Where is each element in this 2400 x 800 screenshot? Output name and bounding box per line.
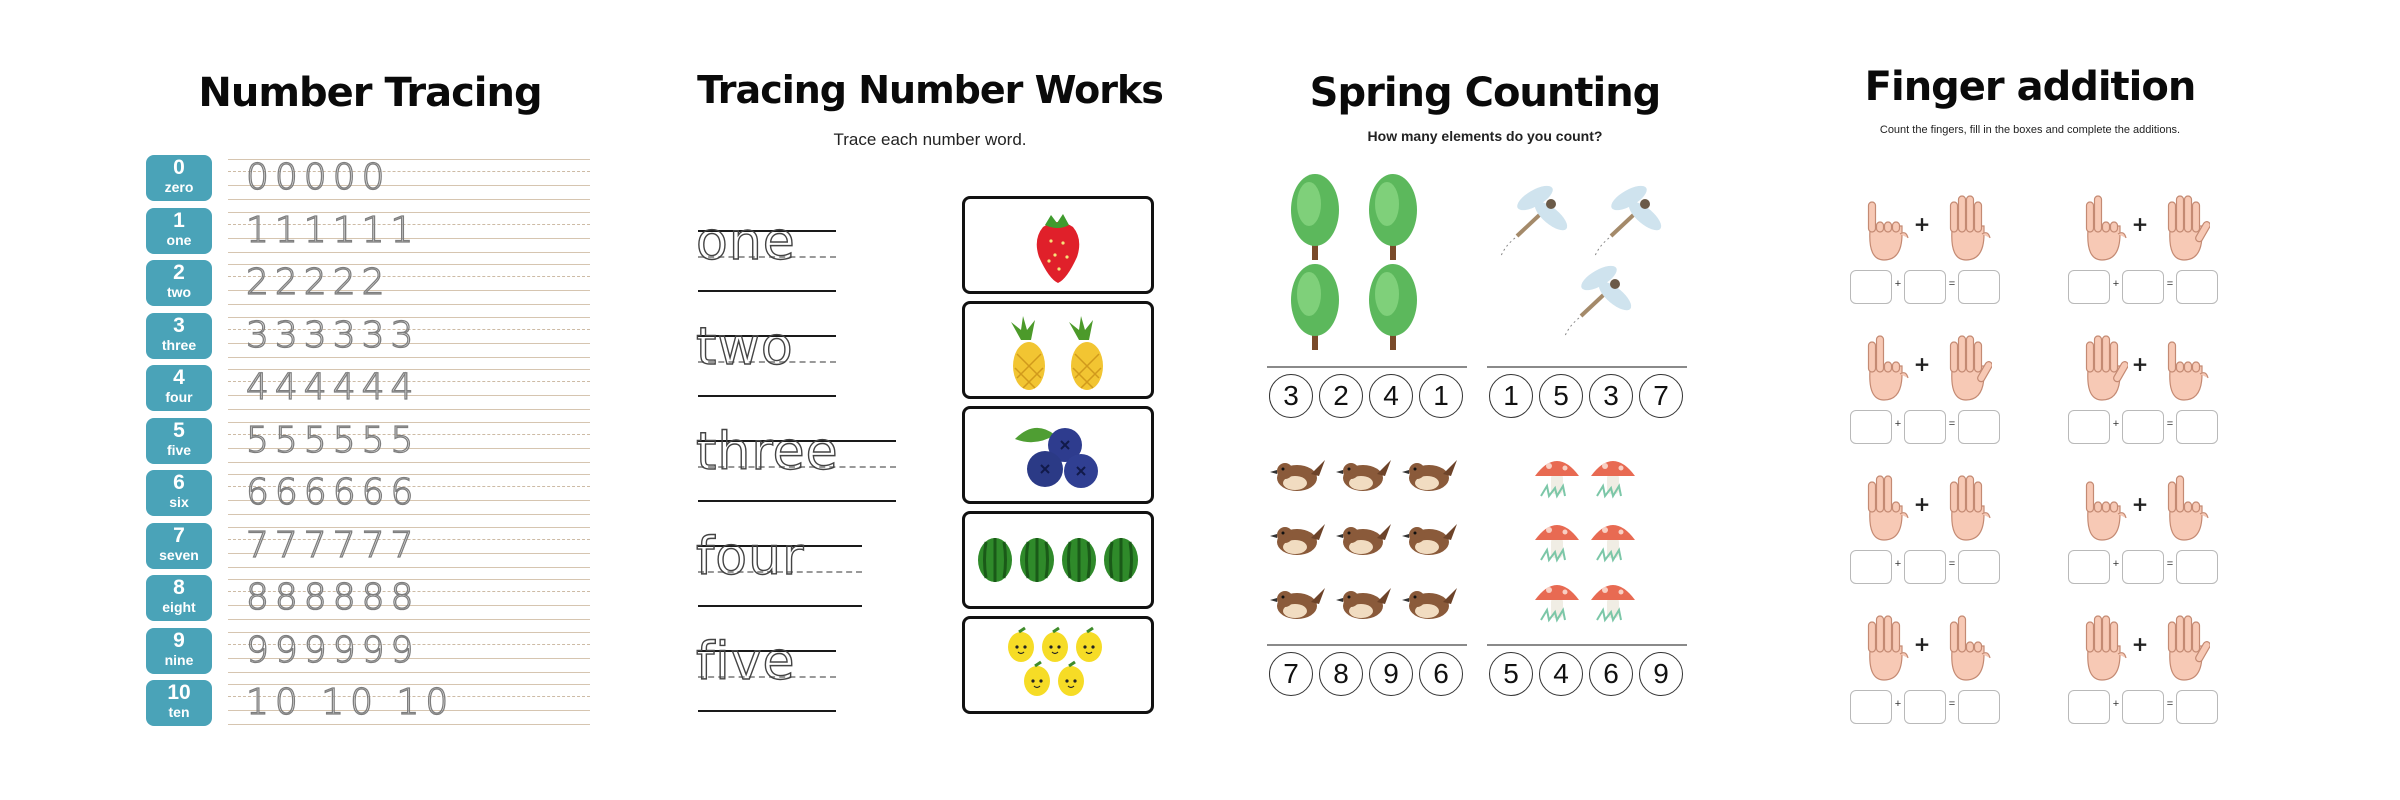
trace-word[interactable]: four [696, 527, 805, 587]
equals-sign: = [2166, 698, 2174, 710]
guide-line [698, 605, 862, 607]
divider-line [1487, 644, 1687, 646]
equals-sign: = [2166, 558, 2174, 570]
answer-options [1267, 374, 1477, 422]
first-addend-box[interactable] [2068, 270, 2110, 304]
divider-line [1267, 644, 1467, 646]
tracing-word-row [690, 406, 1170, 506]
answer-options [1487, 652, 1697, 700]
right-hand [1942, 610, 1992, 680]
counting-quadrant [1267, 170, 1467, 430]
number-tracing-worksheet [140, 0, 600, 800]
hand-icon [1860, 330, 1910, 402]
plus-sign: + [1913, 492, 1931, 516]
tracing-lines [228, 313, 590, 361]
hand-icon [1942, 610, 1992, 682]
trace-digits[interactable]: 333333 [246, 314, 420, 356]
badge-word: five [166, 441, 192, 458]
small-plus-sign: + [2112, 558, 2120, 570]
counting-picture [1267, 170, 1467, 360]
hand-icon [2078, 190, 2128, 262]
second-addend-box[interactable] [1904, 550, 1946, 584]
first-addend-box[interactable] [1850, 410, 1892, 444]
mushroom-icon [1487, 448, 1687, 638]
tracing-lines [228, 260, 590, 308]
tracing-words-subtitle: Trace each number word. [833, 130, 1027, 149]
equals-sign: = [1948, 418, 1956, 430]
sum-box[interactable] [2176, 690, 2218, 724]
number-badge [146, 313, 212, 359]
badge-number: 7 [173, 523, 185, 547]
small-plus-sign: + [2112, 278, 2120, 290]
hand-icon [2160, 190, 2210, 262]
number-tracing-title: Number Tracing [198, 70, 542, 116]
divider-line [1487, 366, 1687, 368]
badge-word: four [165, 389, 193, 405]
tracing-row [140, 470, 600, 518]
number-badge [146, 575, 212, 621]
right-hand [2160, 610, 2210, 680]
left-hand [2078, 470, 2128, 540]
tracing-number-words-worksheet [690, 0, 1170, 800]
first-addend-box[interactable] [1850, 690, 1892, 724]
badge-number: 8 [173, 576, 185, 599]
hand-icon [1942, 470, 1992, 542]
answer-circle[interactable]: 3 [1269, 374, 1313, 418]
badge-word: one [166, 231, 192, 248]
answer-circle[interactable]: 7 [1269, 652, 1313, 696]
addition-problem [1850, 610, 2010, 720]
counting-quadrant [1487, 448, 1687, 708]
badge-number: 6 [173, 471, 185, 494]
tracing-lines [228, 418, 590, 466]
second-addend-box[interactable] [2122, 550, 2164, 584]
equals-sign: = [1948, 698, 1956, 710]
trace-digits[interactable]: 555555 [246, 419, 420, 461]
counting-picture [1267, 448, 1467, 638]
trace-digits[interactable]: 444444 [246, 367, 420, 408]
answer-circle[interactable]: 9 [1639, 652, 1683, 696]
left-hand [1860, 190, 1910, 260]
finger-addition-subtitle: Count the fingers, fill in the boxes and complete the additions. [1879, 124, 2181, 136]
number-badge [146, 208, 212, 254]
answer-circle[interactable]: 9 [1369, 652, 1413, 696]
sum-box[interactable] [2176, 550, 2218, 584]
hand-icon [2160, 330, 2210, 402]
spring-counting-title: Spring Counting [1309, 70, 1661, 116]
tracing-row [140, 523, 600, 571]
counting-picture [1487, 448, 1687, 638]
hand-icon [1860, 190, 1910, 262]
left-hand [2078, 330, 2128, 400]
plus-sign: + [1913, 352, 1931, 376]
tracing-row [140, 208, 600, 256]
guide-line [228, 304, 590, 305]
hand-icon [1860, 470, 1910, 542]
tracing-row [140, 260, 600, 308]
badge-word: three [161, 336, 197, 353]
trace-digits[interactable]: 777777 [246, 524, 420, 566]
trace-digits[interactable]: 999999 [246, 629, 420, 671]
addition-problem [1850, 190, 2010, 300]
sum-box[interactable] [1958, 550, 2000, 584]
badge-word: zero [164, 179, 194, 195]
answer-circle[interactable]: 5 [1489, 652, 1533, 696]
left-hand [1860, 610, 1910, 680]
answer-circle[interactable]: 8 [1319, 652, 1363, 696]
number-badge [146, 523, 212, 569]
hand-icon [1942, 330, 1992, 402]
watermelon-icon [965, 514, 1151, 606]
guide-line [228, 514, 590, 515]
lemon-icon [965, 619, 1151, 711]
guide-line [698, 395, 836, 397]
answer-options [1487, 374, 1697, 422]
guide-line [228, 724, 590, 725]
equals-sign: = [2166, 418, 2174, 430]
badge-number: 3 [173, 313, 185, 337]
tracing-row [140, 575, 600, 623]
addition-problem [2068, 330, 2228, 440]
hand-icon [1942, 190, 1992, 262]
hand-icon [2160, 610, 2210, 682]
answer-circle[interactable]: 1 [1489, 374, 1533, 418]
trace-digits[interactable]: 666666 [246, 472, 420, 513]
guide-line [228, 567, 590, 568]
left-hand [2078, 610, 2128, 680]
finger-addition-worksheet [1830, 0, 2230, 800]
left-hand [1860, 330, 1910, 400]
blueberry-icon [965, 409, 1151, 501]
badge-word: six [169, 494, 189, 510]
guide-line [228, 409, 590, 410]
guide-line [228, 252, 590, 253]
first-addend-box[interactable] [2068, 550, 2110, 584]
tracing-row [140, 628, 600, 676]
tracing-lines [228, 470, 590, 518]
number-badge [146, 470, 212, 516]
counting-quadrant [1487, 170, 1687, 430]
number-badge [146, 260, 212, 306]
badge-word: ten [168, 704, 190, 720]
sum-box[interactable] [2176, 270, 2218, 304]
badge-number: 2 [173, 261, 185, 284]
answer-options [1267, 652, 1477, 700]
small-plus-sign: + [2112, 698, 2120, 710]
sum-box[interactable] [1958, 690, 2000, 724]
number-badge [146, 418, 212, 464]
hand-icon [1860, 610, 1910, 682]
answer-circle[interactable]: 6 [1589, 652, 1633, 696]
badge-word: seven [159, 546, 199, 563]
guide-line [698, 500, 896, 502]
tracing-lines [228, 575, 590, 623]
picture-box [962, 196, 1154, 294]
counting-quadrant [1267, 448, 1467, 708]
second-addend-box[interactable] [1904, 410, 1946, 444]
right-hand [2160, 330, 2210, 400]
left-hand [2078, 190, 2128, 260]
guide-line [698, 290, 836, 292]
first-addend-box[interactable] [2068, 690, 2110, 724]
small-plus-sign: + [1894, 558, 1902, 570]
guide-line [228, 462, 590, 463]
first-addend-box[interactable] [2068, 410, 2110, 444]
trace-digits[interactable]: 111111 [246, 209, 420, 251]
tracing-row [140, 313, 600, 361]
badge-number: 1 [173, 208, 185, 232]
badge-number: 5 [173, 418, 185, 442]
picture-box [962, 511, 1154, 609]
second-addend-box[interactable] [2122, 690, 2164, 724]
tracing-word-row [690, 301, 1170, 401]
number-badge [146, 155, 212, 201]
trace-word[interactable]: one [696, 212, 796, 272]
badge-number: 9 [173, 628, 185, 652]
trace-digits[interactable]: 00000 [246, 157, 391, 198]
sum-box[interactable] [1958, 270, 2000, 304]
dragonfly-icon [1487, 170, 1687, 360]
guide-line [698, 710, 836, 712]
trace-word[interactable]: three [696, 422, 839, 482]
left-hand [1860, 470, 1910, 540]
spring-counting-worksheet [1255, 0, 1715, 800]
second-addend-box[interactable] [1904, 690, 1946, 724]
tracing-words-title: Tracing Number Works [697, 68, 1163, 112]
answer-circle[interactable]: 5 [1539, 374, 1583, 418]
plus-sign: + [2131, 212, 2149, 236]
tracing-word-row [690, 511, 1170, 611]
trace-word[interactable]: two [696, 317, 794, 377]
addition-problem [2068, 470, 2228, 580]
spring-counting-subtitle: How many elements do you count? [1367, 128, 1603, 144]
tracing-lines [228, 365, 590, 413]
right-hand [1942, 330, 1992, 400]
hand-icon [2078, 610, 2128, 682]
counting-picture [1487, 170, 1687, 360]
small-plus-sign: + [1894, 418, 1902, 430]
divider-line [1267, 366, 1467, 368]
first-addend-box[interactable] [1850, 550, 1892, 584]
trace-word[interactable]: five [696, 632, 796, 692]
number-badge [146, 628, 212, 674]
strawberry-icon [965, 199, 1151, 291]
badge-number: 4 [173, 366, 185, 389]
finger-addition-title: Finger addition [1864, 64, 2196, 110]
answer-circle[interactable]: 7 [1639, 374, 1683, 418]
plus-sign: + [1913, 212, 1931, 236]
right-hand [2160, 470, 2210, 540]
hand-icon [2078, 330, 2128, 402]
pineapple-icon [965, 304, 1151, 396]
tracing-lines [228, 523, 590, 571]
guide-line [228, 619, 590, 620]
equals-sign: = [1948, 558, 1956, 570]
bird-icon [1267, 448, 1467, 638]
tracing-row [140, 155, 600, 203]
addition-problem [2068, 190, 2228, 300]
plus-sign: + [2131, 352, 2149, 376]
right-hand [1942, 470, 1992, 540]
answer-circle[interactable]: 4 [1369, 374, 1413, 418]
addition-problem [1850, 470, 2010, 580]
number-badge [146, 680, 212, 726]
plus-sign: + [2131, 492, 2149, 516]
tree-icon [1267, 170, 1467, 360]
picture-box [962, 616, 1154, 714]
second-addend-box[interactable] [2122, 270, 2164, 304]
tracing-row [140, 680, 600, 728]
tracing-lines [228, 680, 590, 728]
equals-sign: = [2166, 278, 2174, 290]
answer-circle[interactable]: 6 [1419, 652, 1463, 696]
small-plus-sign: + [2112, 418, 2120, 430]
tracing-word-row [690, 196, 1170, 296]
plus-sign: + [2131, 632, 2149, 656]
sum-box[interactable] [1958, 410, 2000, 444]
guide-line [228, 672, 590, 673]
number-badge [146, 365, 212, 411]
trace-digits[interactable]: 10 10 10 [246, 682, 455, 723]
trace-digits[interactable]: 22222 [246, 262, 391, 303]
second-addend-box[interactable] [1904, 270, 1946, 304]
sum-box[interactable] [2176, 410, 2218, 444]
picture-box [962, 301, 1154, 399]
badge-number: 0 [173, 156, 185, 179]
right-hand [1942, 190, 1992, 260]
answer-circle[interactable]: 1 [1419, 374, 1463, 418]
tracing-row [140, 418, 600, 466]
badge-word: nine [164, 651, 194, 668]
tracing-word-row [690, 616, 1170, 716]
answer-circle[interactable]: 3 [1589, 374, 1633, 418]
first-addend-box[interactable] [1850, 270, 1892, 304]
tracing-row [140, 365, 600, 413]
answer-circle[interactable]: 2 [1319, 374, 1363, 418]
guide-line [228, 357, 590, 358]
addition-problem [1850, 330, 2010, 440]
plus-sign: + [1913, 632, 1931, 656]
small-plus-sign: + [1894, 698, 1902, 710]
tracing-lines [228, 628, 590, 676]
badge-word: two [166, 284, 192, 300]
second-addend-box[interactable] [2122, 410, 2164, 444]
hand-icon [2078, 470, 2128, 542]
badge-word: eight [162, 599, 196, 615]
right-hand [2160, 190, 2210, 260]
guide-line [228, 199, 590, 200]
trace-digits[interactable]: 888888 [246, 577, 420, 618]
answer-circle[interactable]: 4 [1539, 652, 1583, 696]
tracing-lines [228, 155, 590, 203]
hand-icon [2160, 470, 2210, 542]
addition-problem [2068, 610, 2228, 720]
equals-sign: = [1948, 278, 1956, 290]
picture-box [962, 406, 1154, 504]
small-plus-sign: + [1894, 278, 1902, 290]
tracing-lines [228, 208, 590, 256]
badge-number: 10 [167, 681, 191, 704]
